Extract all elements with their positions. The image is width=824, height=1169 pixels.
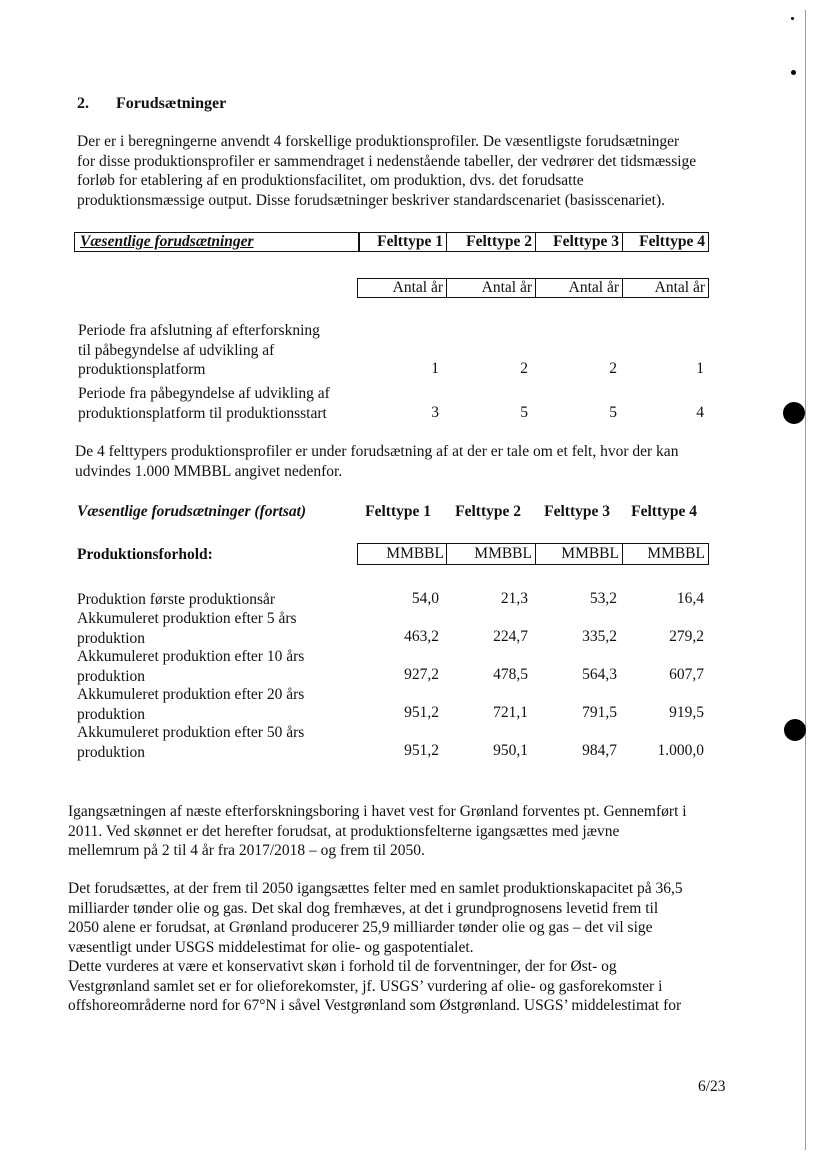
- paragraph-start-date: [68, 802, 687, 861]
- table2-col-3: Felttype 3: [544, 503, 610, 520]
- paragraph-capacity: [68, 879, 683, 1016]
- table2-row-label: Produktion første produktionsår: [77, 591, 276, 608]
- table2-unit-row: [357, 543, 709, 565]
- table2-col-2: Felttype 2: [455, 503, 521, 520]
- table2-cell: 721,1: [493, 704, 528, 721]
- table1-col-1: Felttype 1: [358, 233, 446, 251]
- table1-cell: 5: [520, 404, 528, 421]
- table1-row-label: Periode fra påbegyndelse af udvikling af produktionsplatform til produktionsstart: [78, 385, 330, 422]
- table2-cell: 53,2: [589, 590, 617, 607]
- section-heading: [77, 95, 227, 113]
- table2-unit-2: MMBBL: [446, 544, 535, 564]
- table2-heading: Væsentlige forudsætninger (fortsat): [77, 503, 307, 520]
- text-line: offshoreområderne nord for 67°N i såvel Vestgrønland som Østgrønland. USGS’ middelestimat for: [68, 997, 682, 1014]
- text-line: Der er i beregningerne anvendt 4 forskellige produktionsprofiler. De væsentligste forudsætninger: [77, 133, 680, 150]
- table1-cell: 2: [609, 360, 617, 377]
- intro-paragraph: [77, 132, 696, 210]
- table1-cell: 4: [696, 404, 704, 421]
- table1-unit-2: Antal år: [446, 279, 535, 297]
- text-line: mellemrum på 2 til 4 år fra 2017/2018 – og frem til 2050.: [68, 842, 425, 859]
- table2-cell: 279,2: [669, 628, 704, 645]
- text-line: forløb for etablering af en produktionsfacilitet, om produktion, dvs. det forudsatte: [77, 172, 584, 189]
- table1-heading: Væsentlige forudsætninger: [80, 233, 254, 250]
- scan-edge-line: [805, 10, 806, 1150]
- table2-row-label: Akkumuleret produktion efter 50 års produktion: [77, 724, 305, 761]
- text-line: milliarder tønder olie og gas. Det skal dog fremhæves, at det i grundprognosens levetid frem til: [68, 899, 659, 917]
- table1-row-label: Periode fra afslutning af efterforskning til påbegyndelse af udvikling af produktionsplatform: [78, 322, 320, 378]
- text-line: Dette vurderes at være et konservativt skøn i forhold til de forventninger, der for Øst- og: [68, 958, 617, 975]
- section-title: Forudsætninger: [116, 95, 227, 112]
- table2-cell: 607,7: [669, 666, 704, 683]
- text-line: Igangsætningen af næste efterforskningsboring i havet vest for Grønland forventes pt. Gennemført i: [68, 803, 687, 820]
- table2-cell: 16,4: [676, 590, 704, 607]
- page-number: 6/23: [698, 1078, 726, 1095]
- text-line: udvindes 1.000 MMBBL angivet nedenfor.: [75, 462, 343, 480]
- table1-cell: 2: [520, 360, 528, 377]
- table2-col-1: Felttype 1: [365, 503, 431, 520]
- table2-cell: 335,2: [582, 628, 617, 645]
- table2-subheading: Produktionsforhold:: [77, 546, 213, 563]
- table2-unit-4: MMBBL: [622, 544, 708, 564]
- table2-cell: 21,3: [500, 590, 528, 607]
- table2-row-label: Akkumuleret produktion efter 5 års produktion: [77, 610, 297, 647]
- table2-unit-1: MMBBL: [386, 545, 444, 562]
- text-line: væsentligt under USGS middelestimat for olie- og gaspotentialet.: [68, 938, 474, 956]
- table2-unit-3: MMBBL: [535, 544, 622, 564]
- punch-hole-mark: [791, 70, 796, 75]
- table2-row-label: Akkumuleret produktion efter 10 års produktion: [77, 648, 305, 685]
- table2-cell: 791,5: [582, 704, 617, 721]
- table1-unit-row: [357, 278, 709, 298]
- table1-cell: 5: [609, 404, 617, 421]
- table1-header-row: [74, 232, 709, 252]
- punch-hole-mark: [791, 17, 794, 20]
- table1-col-3: Felttype 3: [535, 233, 622, 251]
- table1-col-4: Felttype 4: [622, 233, 708, 251]
- table1-cell: 1: [431, 360, 439, 377]
- table2-cell: 950,1: [493, 742, 528, 759]
- table2-cell: 951,2: [404, 704, 439, 721]
- table2-row-label: Akkumuleret produktion efter 20 års produktion: [77, 686, 305, 723]
- text-line: 2011. Ved skønnet er det herefter forudsat, at produktionsfelterne igangsættes med jævne: [68, 822, 620, 840]
- table2-cell: 564,3: [582, 666, 617, 683]
- table1-col-2: Felttype 2: [446, 233, 535, 251]
- text-line: 2050 alene er forudsat, at Grønland producerer 25,9 milliarder tønder olie og gas – det vil sige: [68, 919, 653, 936]
- table2-cell: 478,5: [493, 666, 528, 683]
- middle-paragraph: [75, 442, 678, 481]
- punch-hole-mark: [784, 719, 806, 741]
- table1-unit-1: Antal år: [392, 279, 443, 296]
- table2-cell: 463,2: [404, 628, 439, 645]
- table2-cell: 919,5: [669, 704, 704, 721]
- table2-col-4: Felttype 4: [631, 503, 697, 520]
- table2-cell: 224,7: [493, 628, 528, 645]
- table2-cell: 927,2: [404, 666, 439, 683]
- table2-cell: 54,0: [411, 590, 439, 607]
- table2-cell: 984,7: [582, 742, 617, 759]
- text-line: Vestgrønland samlet set er for olieforekomster, jf. USGS’ vurdering af olie- og gasforekomster i: [68, 977, 663, 995]
- text-line: De 4 felttypers produktionsprofiler er under forudsætning af at der er tale om et felt, hvor der kan: [75, 443, 679, 460]
- text-line: for disse produktionsprofiler er sammendraget i nedenstående tabeller, der vedrører det tidsmæssige: [77, 152, 697, 170]
- text-line: Det forudsættes, at der frem til 2050 igangsættes felter med en samlet produktionskapacitet på 36,5: [68, 880, 683, 897]
- table1-unit-4: Antal år: [622, 279, 708, 297]
- table1-cell: 3: [431, 404, 439, 421]
- table2-cell: 1.000,0: [657, 742, 704, 759]
- punch-hole-mark: [783, 402, 805, 424]
- table1-unit-3: Antal år: [535, 279, 622, 297]
- text-line: produktionsmæssige output. Disse forudsætninger beskriver standardscenariet (basisscenariet).: [77, 191, 666, 209]
- table2-cell: 951,2: [404, 742, 439, 759]
- section-number: 2.: [77, 95, 89, 112]
- table1-cell: 1: [696, 360, 704, 377]
